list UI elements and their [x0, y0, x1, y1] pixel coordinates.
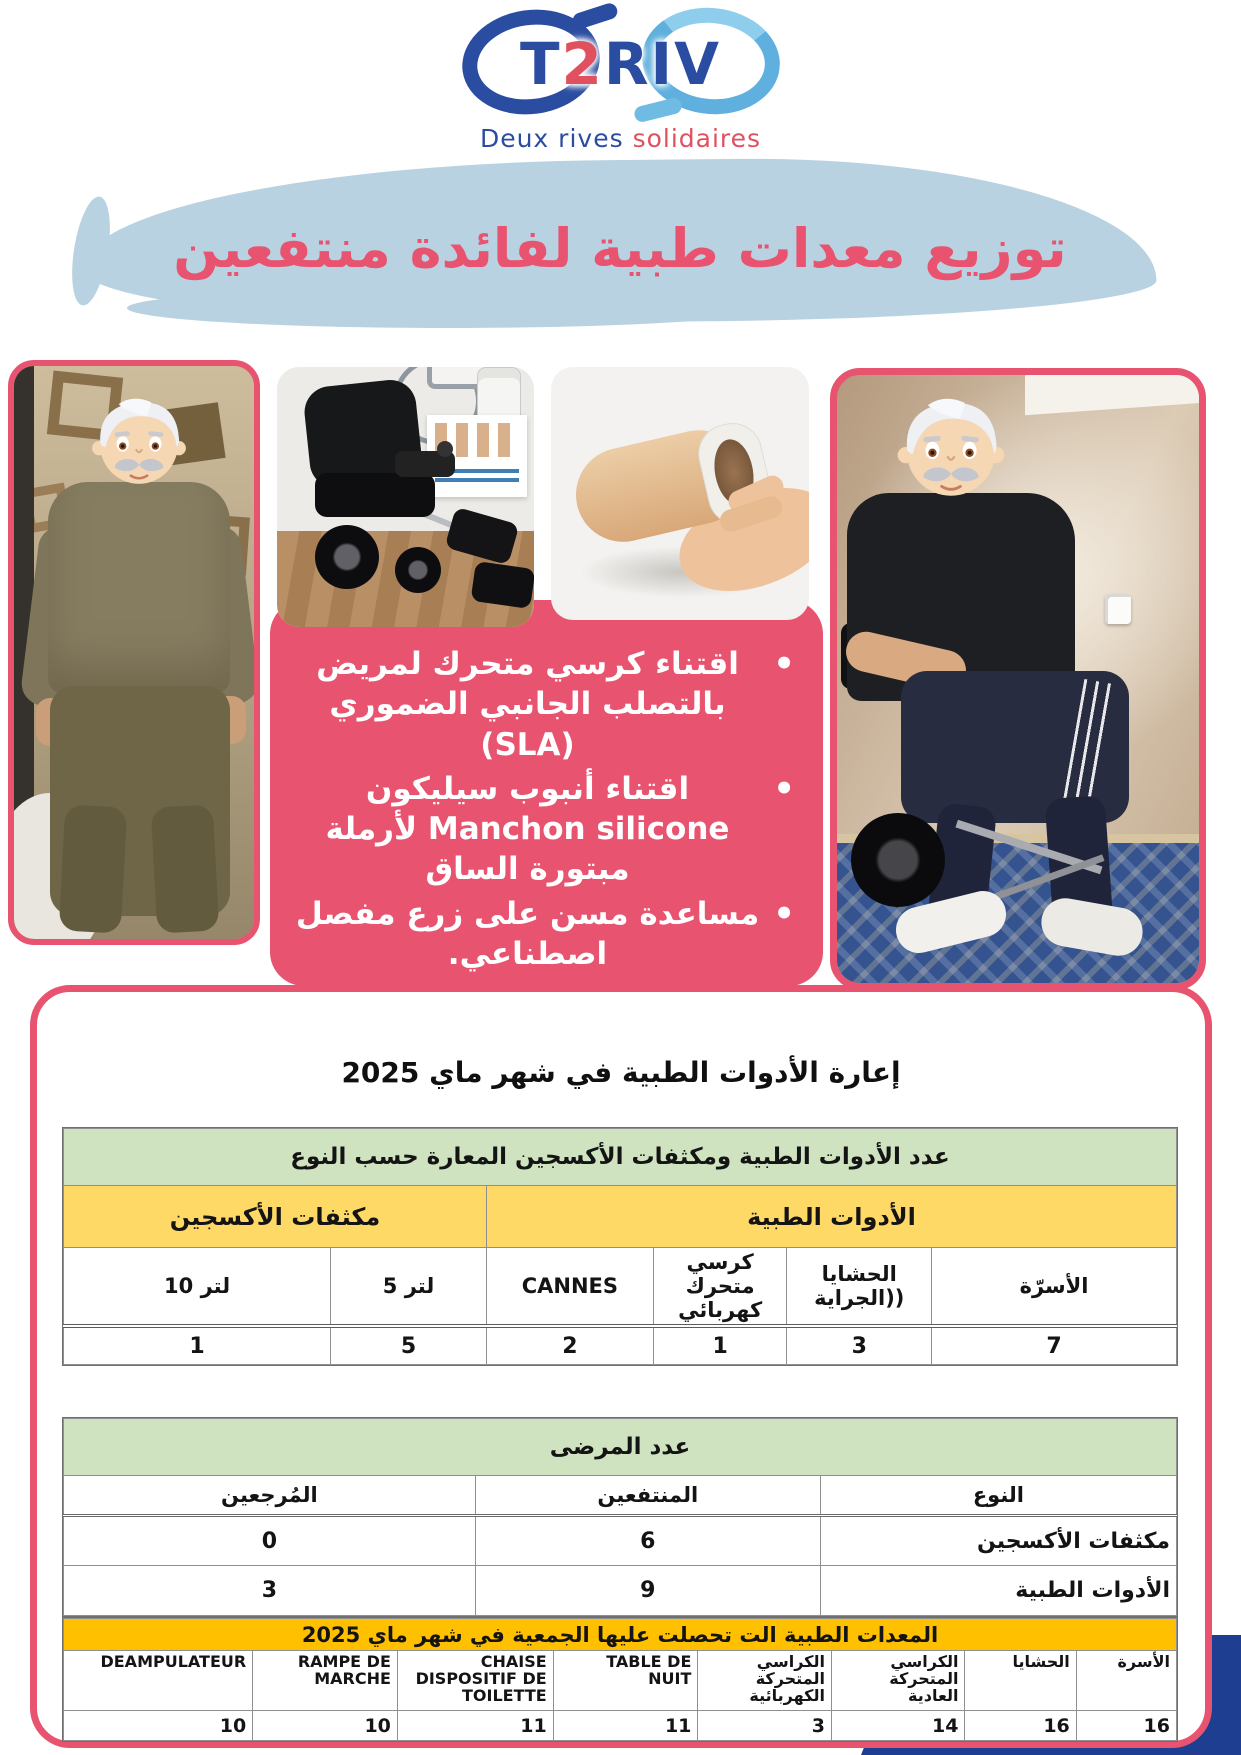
photo-elderly-man-on-couch [8, 360, 260, 945]
bullet-item: • اقتناء أنبوب سيليكون Manchon silicone لأرملة مبتورة الساق [290, 769, 797, 890]
table1-value: 7 [932, 1326, 1177, 1364]
table2-col-header: المُرجعين [64, 1476, 476, 1516]
table3-col-header: الكراسي المتحركة الكهربائية [698, 1651, 832, 1711]
table3-value: 10 [253, 1711, 398, 1741]
table2-value: 6 [475, 1516, 820, 1566]
report-card [30, 985, 1212, 1748]
highlights-box [270, 600, 823, 986]
elderly-man-face-icon [88, 390, 190, 492]
equipment-received-table [63, 1618, 1177, 1741]
table1-col-header: CANNES [486, 1248, 653, 1327]
patients-count-table [63, 1418, 1177, 1616]
table1-title: عدد الأدوات الطبية ومكثفات الأكسجين المعارة حسب النوع [64, 1129, 1177, 1186]
table1-value: 5 [331, 1326, 487, 1364]
table1-col-header: الحشايا ((الجراية [787, 1248, 932, 1327]
table3-col-header: CHAISE DISPOSITIF DE TOILETTE [397, 1651, 553, 1711]
table1-col-header: كرسي متحرك كهربائي [653, 1248, 787, 1327]
photo-electric-wheelchair [277, 367, 534, 627]
table3-col-header: الأسرة [1076, 1651, 1176, 1711]
report-title: إعارة الأدوات الطبية في شهر ماي 2025 [341, 1056, 901, 1089]
table2-row-label: مكثفات الأكسجين [820, 1516, 1176, 1566]
table3-col-header: TABLE DE NUIT [553, 1651, 698, 1711]
table1-group-medical: الأدوات الطبية [486, 1186, 1176, 1248]
table3-title: المعدات الطبية الت تحصلت عليها الجمعية في شهر ماي 2025 [64, 1619, 1177, 1651]
page-title: توزيع معدات طبية لفائدة منتفعين [173, 216, 1067, 280]
photo-silicone-liner [551, 367, 809, 620]
table2-col-header: المنتفعين [475, 1476, 820, 1516]
table1-group-oxygen: مكثفات الأكسجين [64, 1186, 487, 1248]
table2-value: 9 [475, 1566, 820, 1616]
table1-value: 1 [64, 1326, 331, 1364]
table1-col-header: 10 لتر [64, 1248, 331, 1327]
brand-tagline: Deux rives solidaires [479, 124, 762, 153]
table3-value: 14 [831, 1711, 965, 1741]
logo-hand-icon [570, 1, 619, 30]
table3-col-header: RAMPE DE MARCHE [253, 1651, 398, 1711]
table3-value: 11 [553, 1711, 698, 1741]
table3-value: 10 [64, 1711, 253, 1741]
table3-value: 3 [698, 1711, 832, 1741]
table3-value: 16 [1076, 1711, 1176, 1741]
table3-value: 16 [965, 1711, 1076, 1741]
highlights-list [290, 644, 797, 978]
table1-value: 1 [653, 1326, 787, 1364]
table1-col-header: 5 لتر [331, 1248, 487, 1327]
table2-title: عدد المرضى [64, 1419, 1177, 1476]
logo-hand-icon [632, 96, 682, 123]
table2-row-label: الأدوات الطبية [820, 1566, 1176, 1616]
logo [0, 6, 1241, 153]
brand-name: T2RIV [519, 30, 722, 98]
table3-col-header: DEAMPULATEUR [64, 1651, 253, 1711]
table1-value: 3 [787, 1326, 932, 1364]
lending-by-type-table [63, 1128, 1177, 1365]
table2-value: 3 [64, 1566, 476, 1616]
table1-col-header: الأسرّة [932, 1248, 1177, 1327]
elderly-man-face-icon [893, 389, 1009, 505]
table2-col-header: النوع [820, 1476, 1176, 1516]
t2riv-logo-icon [456, 6, 786, 118]
bullet-item: • مساعدة مسن على زرع مفصل اصطناعي. [290, 894, 797, 975]
title-banner [84, 160, 1156, 322]
photo-man-in-electric-wheelchair [830, 368, 1206, 990]
table3-col-header: الحشايا [965, 1651, 1076, 1711]
table3-col-header: الكراسي المتحركة العادية [831, 1651, 965, 1711]
table1-value: 2 [486, 1326, 653, 1364]
table3-value: 11 [397, 1711, 553, 1741]
table2-value: 0 [64, 1516, 476, 1566]
bullet-item: • اقتناء كرسي متحرك لمريض بالتصلب الجانبي الضموري (SLA) [290, 644, 797, 765]
